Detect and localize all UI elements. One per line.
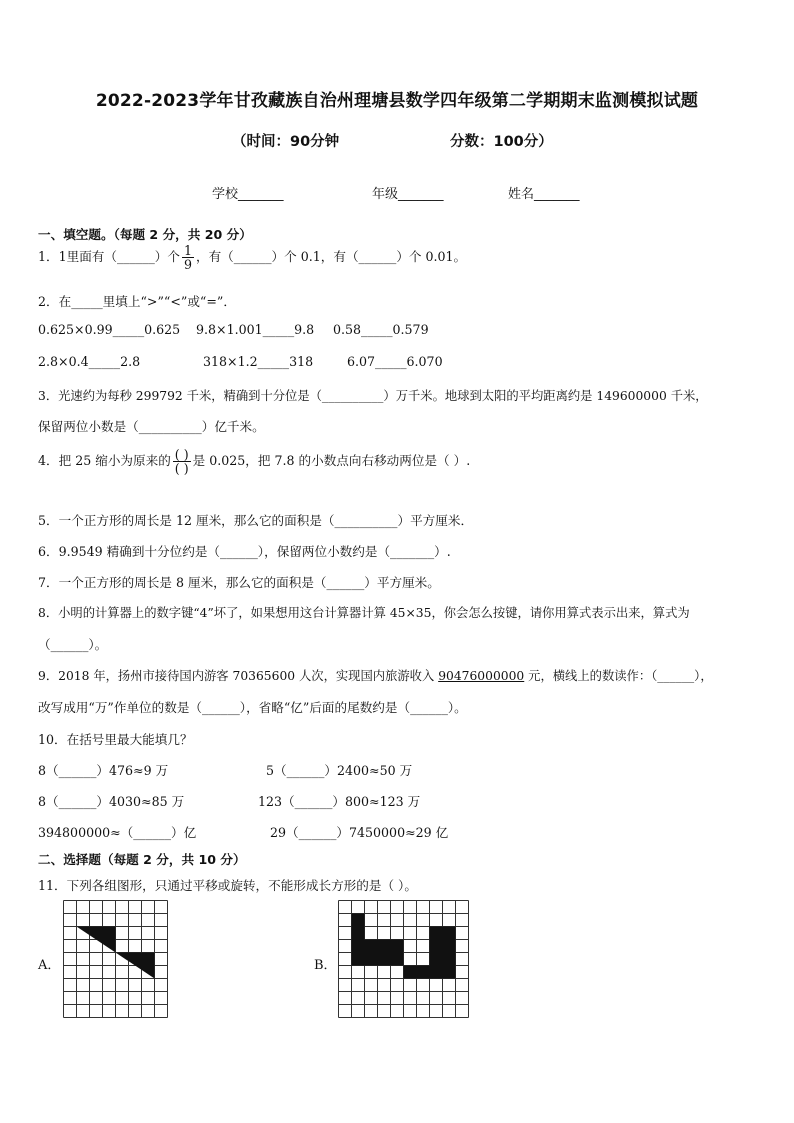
question-4	[38, 448, 470, 475]
time-label: （时间：90分钟	[232, 134, 340, 150]
question-3-line-1: 3．光速约为每秒 299792 千米，精确到十分位是（__________）万千米。地球到太阳的平均距离约是 149600000 千米，	[38, 389, 708, 403]
option-b-figure	[338, 900, 470, 1018]
question-7: 7．一个正方形的周长是 8 厘米，那么它的面积是（______）平方厘米。	[38, 575, 440, 590]
section-heading-choice: 二、选择题（每题 2 分，共 10 分）	[38, 852, 246, 867]
name-field: 姓名_______	[508, 187, 580, 202]
question-9-line-1	[38, 666, 713, 684]
school-field: 学校_______	[212, 187, 284, 202]
q1-numerator: 1	[183, 243, 192, 258]
q2-row-2-col-2: 318×1.2_____318	[203, 354, 314, 369]
section-heading-fill: 一、填空题。（每题 2 分，共 20 分）	[38, 227, 252, 242]
q9-post: 元，横线上的数读作：（______），	[524, 669, 713, 683]
q4-denominator: ( )	[174, 461, 189, 477]
q10-row-3-col-1: 394800000≈（______）亿	[38, 825, 197, 840]
q4-fraction	[173, 448, 191, 475]
q1-post: ，有（______）个 0.1，有（______）个 0.01。	[195, 249, 467, 265]
question-8-line-2: （______）。	[38, 637, 108, 652]
option-a-label: A．	[38, 958, 61, 973]
question-2: 2．在_____里填上“>”“<”或“=”．	[38, 294, 236, 309]
q2-row-2-col-1: 2.8×0.4_____2.8	[38, 354, 141, 369]
q10-row-3-col-2: 29（______）7450000≈29 亿	[270, 825, 449, 840]
grade-field: 年级_______	[372, 187, 444, 202]
question-11: 11．下列各组图形，只通过平移或旋转，不能形成长方形的是（ ）。	[38, 878, 417, 893]
q10-row-1-col-2: 5（______）2400≈50 万	[266, 763, 413, 778]
question-9-line-2: 改写成用“万”作单位的数是（______），省略“亿”后面的尾数约是（______）。	[38, 700, 467, 715]
question-8-line-1: 8．小明的计算器上的数字键“4”坏了，如果想用这台计算器计算 45×35，你会怎么按键，请你用算式表示出来，算式为	[38, 606, 690, 620]
q2-row-2-col-3: 6.07_____6.070	[347, 354, 443, 369]
q10-row-2-col-1: 8（______）4030≈85 万	[38, 794, 185, 809]
q1-denominator: 9	[183, 257, 192, 273]
q2-row-1-col-2: 9.8×1.001_____9.8	[196, 322, 315, 337]
question-10: 10．在括号里最大能填几？	[38, 732, 193, 747]
q10-row-1-col-1: 8（______）476≈9 万	[38, 763, 169, 778]
q1-fraction	[182, 244, 194, 271]
q4-pre: 4．把 25 缩小为原来的	[38, 453, 171, 469]
q1-pre: 1．1里面有（______）个	[38, 249, 180, 265]
q2-row-1-col-1: 0.625×0.99_____0.625	[38, 322, 181, 337]
question-5: 5．一个正方形的周长是 12 厘米，那么它的面积是（__________）平方厘米．	[38, 513, 474, 528]
q10-row-2-col-2: 123（______）800≈123 万	[258, 794, 421, 809]
option-b-label: B．	[314, 958, 337, 973]
q9-pre: 9．2018 年，扬州市接待国内游客 70365600 人次，实现国内旅游收入	[38, 669, 439, 683]
question-3-line-2: 保留两位小数是（__________）亿千米。	[38, 419, 265, 434]
q4-numerator: ( )	[174, 447, 189, 462]
score-label: 分数：100分）	[450, 134, 553, 150]
question-1	[38, 244, 466, 271]
question-6: 6．9.9549 精确到十分位约是（______），保留两位小数约是（_______）.	[38, 544, 451, 559]
option-a-figure	[63, 900, 169, 1018]
q4-post: 是 0.025，把 7.8 的小数点向右移动两位是（ ）.	[192, 453, 471, 469]
page-title: 2022-2023学年甘孜藏族自治州理塘县数学四年级第二学期期末监测模拟试题	[95, 91, 699, 111]
q2-row-1-col-3: 0.58_____0.579	[333, 322, 429, 337]
q9-underlined-number: 90476000000	[438, 669, 525, 683]
